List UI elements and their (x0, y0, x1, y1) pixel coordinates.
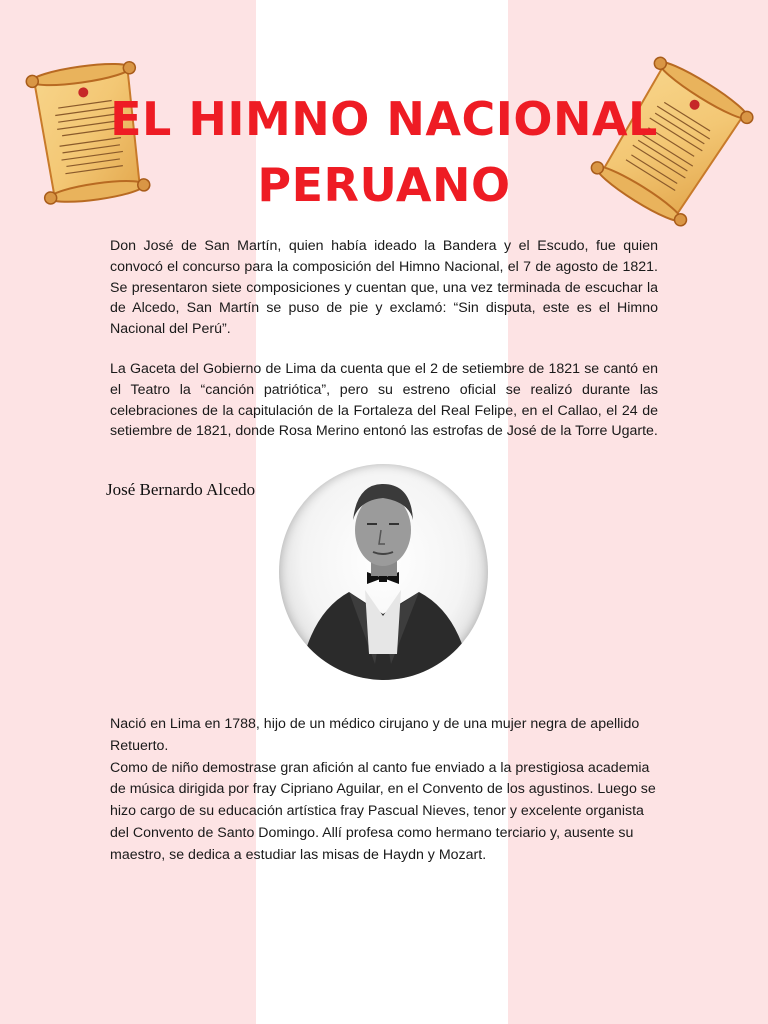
page-title (110, 86, 658, 218)
history-paragraph: La Gaceta del Gobierno de Lima da cuenta que el 2 de setiembre de 1821 se cantó en el Teatro la “canción patriótica”, pero su estreno oficial se realizó durante las celebraciones de la capitulación de la Fortaleza del Real Felipe, en el Callao, el 24 de setiembre de 1821, donde Rosa Merino entonó las estrofas de José de la Torre Ugarte. (110, 361, 658, 440)
intro-paragraph: Don José de San Martín, quien había ideado la Bandera y el Escudo, fue quien convocó el concurso para la composición del Himno Nacional, el 7 de agosto de 1821. Se presentaron siete composiciones y cuentan que, una vez terminada de escuchar la de Alcedo, San Martín se puso de pie y exclamó: “Sin disputa, este es el Himno Nacional del Perú”. (110, 238, 658, 338)
portrait-image (279, 464, 488, 680)
page-title-line-1: EL HIMNO NACIONAL (110, 92, 658, 146)
portrait-caption: José Bernardo Alcedo (106, 480, 256, 499)
portrait-drawing (279, 464, 488, 680)
biography-line-2: Como de niño demostrase gran afición al canto fue enviado a la prestigiosa academia de música dirigida por fray Cipriano Aguilar, en el Convento de los agustinos. Luego se hizo cargo de su educación artística fray Pascual Nieves, tenor y excelente organista del Convento de Santo Domingo. Allí profesa como hermano terciario y, ausente su maestro, se dedica a estudiar las misas de Haydn y Mozart. (110, 759, 656, 863)
page-title-line-2: PERUANO (257, 158, 511, 212)
biography-text (110, 714, 658, 867)
biography-line-1: Nació en Lima en 1788, hijo de un médico cirujano y de una mujer negra de apellido Retuerto. (110, 716, 640, 754)
